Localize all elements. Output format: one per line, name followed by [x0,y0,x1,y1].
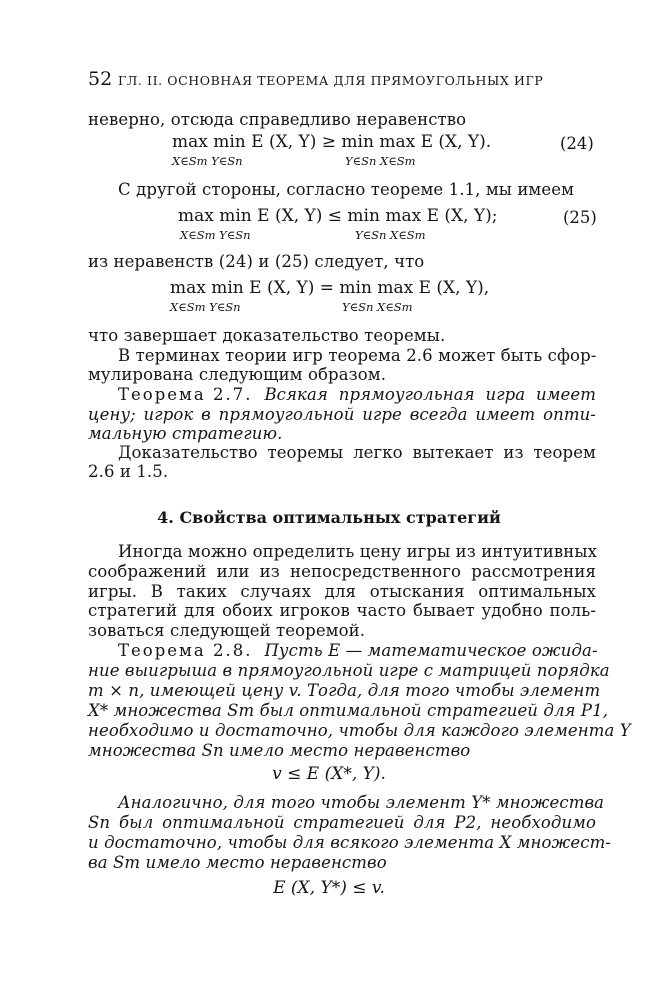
equation-subscript: X∈Sm Y∈Sn [172,154,243,168]
text-line: из неравенств (24) и (25) следует, что [88,252,425,271]
text-line: В терминах теории игр теорема 2.6 может быть сфор- [118,346,597,365]
text-line: Доказательство теоремы легко вытекает из теорем [118,443,596,462]
theorem-label: Теорема 2.8. [118,641,253,660]
text-line: мулирована следующим образом. [88,365,387,384]
text-line: соображений или из непосредственного рассмотрения [88,562,596,581]
theorem-text: Sn был оптимальной стратегией для P2, необходимо [88,813,596,832]
equation-equality [170,278,489,298]
equation-24 [172,132,491,152]
page-number: 52 [88,68,113,90]
theorem-text: m × n, имеющей цену v. Тогда, для того чтобы элемент [88,681,601,700]
equation-expression: max min E (X, Y) = min max E (X, Y), [170,278,490,298]
text-line: 2.6 и 1.5. [88,462,169,481]
text-line: С другой стороны, согласно теореме 1.1, мы имеем [118,180,575,199]
theorem-text: Пусть E — математическое ожида- [264,641,598,660]
text-line: что завершает доказательство теоремы. [88,326,446,345]
text-line: зоваться следующей теоремой. [88,621,366,640]
theorem-text: мальную стратегию. [88,424,283,443]
equation-subscript: Y∈Sn X∈Sm [355,228,426,242]
theorem-text: Всякая прямоугольная игра имеет [264,385,596,404]
section-title: 4. Свойства оптимальных стратегий [157,508,501,527]
theorem-text: необходимо и достаточно, чтобы для каждого элемента Y [88,721,631,740]
equation-subscript: X∈Sm Y∈Sn [180,228,251,242]
theorem-text: множества Sn имело место неравенство [88,741,471,760]
equation-subscript: Y∈Sn X∈Sm [342,300,413,314]
formula: v ≤ E (X*, Y). [272,764,386,784]
theorem-text: Аналогично, для того чтобы элемент Y* множества [118,793,605,812]
theorem-text: цену; игрок в прямоугольной игре всегда имеет опти- [88,405,596,424]
text-line: стратегий для обоих игроков часто бывает удобно поль- [88,601,596,620]
theorem-text: ва Sm имело место неравенство [88,853,387,872]
theorem-text: X* множества Sm был оптимальной стратегией для P1, [88,701,609,720]
formula: E (X, Y*) ≤ v. [273,878,385,898]
theorem-text: ние выигрыша в прямоугольной игре с матрицей порядка [88,661,610,680]
theorem-label: Теорема 2.7. [118,385,253,404]
text-line: игры. В таких случаях для отыскания оптимальных [88,582,596,601]
text-line: Иногда можно определить цену игры из интуитивных [118,542,597,561]
theorem-2-7-first-line [118,385,596,404]
equation-25 [178,206,498,226]
equation-number: (24) [560,134,594,153]
running-title: ГЛ. II. ОСНОВНАЯ ТЕОРЕМА ДЛЯ ПРЯМОУГОЛЬНЫХ ИГР [118,73,544,88]
equation-subscript: X∈Sm Y∈Sn [170,300,241,314]
theorem-2-8-first-line [118,641,596,660]
equation-number: (25) [563,208,597,227]
theorem-text: и достаточно, чтобы для всякого элемента X множест- [88,833,612,852]
equation-subscript: Y∈Sn X∈Sm [345,154,416,168]
equation-expression: max min E (X, Y) ≤ min max E (X, Y); [178,206,498,226]
equation-expression: max min E (X, Y) ≥ min max E (X, Y). [172,132,492,152]
text-line: неверно, отсюда справедливо неравенство [88,110,467,129]
